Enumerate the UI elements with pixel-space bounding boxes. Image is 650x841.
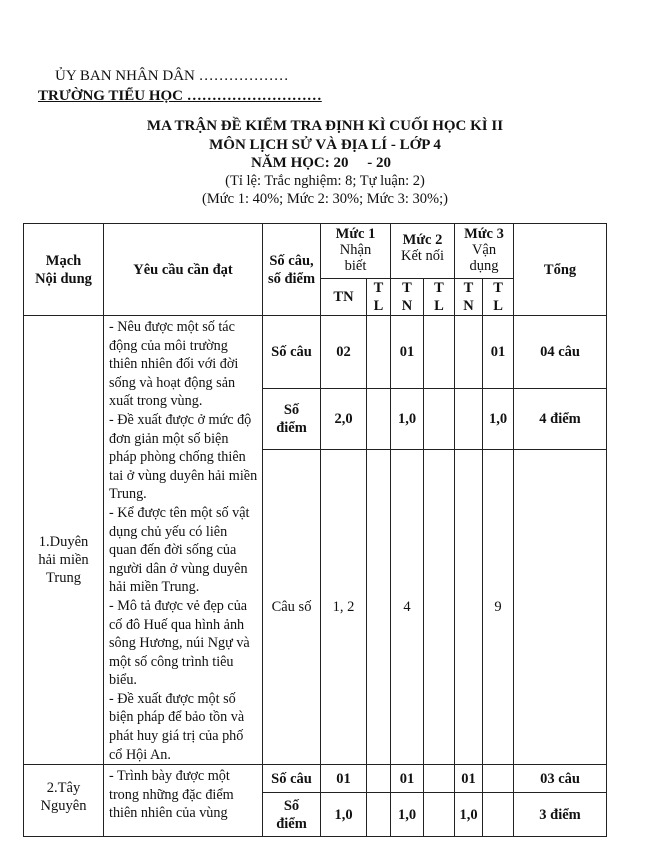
cell <box>455 449 483 764</box>
cell: 2,0 <box>321 389 367 450</box>
doc-year: NĂM HỌC: 20 - 20 <box>251 155 391 171</box>
muc2-sub: Kết nối <box>400 248 445 264</box>
cell: 4 <box>391 449 424 764</box>
mach-cell: 2.Tây Nguyên <box>24 765 104 837</box>
cell <box>424 316 455 389</box>
cell <box>367 793 391 837</box>
cell: 01 <box>455 765 483 793</box>
cell <box>455 389 483 450</box>
cell: 01 <box>321 765 367 793</box>
cell <box>424 449 455 764</box>
levels-note: (Mức 1: 40%; Mức 2: 30%; Mức 3: 30%;) <box>202 191 448 207</box>
so-diem-label: Số điểm <box>263 389 321 450</box>
muc1-sub: Nhận biết <box>339 242 372 274</box>
muc3-sub: Vận dụng <box>469 242 499 274</box>
cell: 1,0 <box>391 793 424 837</box>
cell: 1,0 <box>321 793 367 837</box>
table-row <box>24 765 607 793</box>
header-m2-tl: T L <box>424 279 455 316</box>
cell <box>367 449 391 764</box>
cell <box>367 316 391 389</box>
header-m2-tn: T N <box>391 279 424 316</box>
header-muc1 <box>321 224 391 279</box>
cell: 1,0 <box>391 389 424 450</box>
header-mach: Mạch Nội dung <box>24 224 104 316</box>
total-cell: 3 điểm <box>514 793 607 837</box>
cell: 1,0 <box>455 793 483 837</box>
total-cell: 4 điểm <box>514 389 607 450</box>
mach-cell: 1.Duyên hải miền Trung <box>24 316 104 765</box>
total-cell <box>514 449 607 764</box>
doc-title: MA TRẬN ĐỀ KIỂM TRA ĐỊNH KÌ CUỐI HỌC KÌ II <box>146 118 504 134</box>
cell <box>424 765 455 793</box>
school-header: TRƯỜNG TIỂU HỌC ……………………… <box>38 88 322 104</box>
committee-header: ỦY BAN NHÂN DÂN ……………… <box>55 68 289 84</box>
so-cau-label: Số câu <box>263 765 321 793</box>
ratio-note: (Tỉ lệ: Trắc nghiệm: 8; Tự luận: 2) <box>225 173 425 189</box>
cell: 1, 2 <box>321 449 367 764</box>
header-m1-tn: TN <box>321 279 367 316</box>
header-yeucau: Yêu cầu cần đạt <box>104 224 263 316</box>
header-muc3 <box>455 224 514 279</box>
yeucau-cell: - Trình bày được một trong những đặc điểm thiên nhiên của vùng <box>104 765 263 837</box>
cell: 9 <box>483 449 514 764</box>
cau-so-label: Câu số <box>263 449 321 764</box>
cell: 1,0 <box>483 389 514 450</box>
cell <box>367 389 391 450</box>
cell <box>367 765 391 793</box>
doc-subject: MÔN LỊCH SỬ VÀ ĐỊA LÍ - LỚP 4 <box>209 137 441 153</box>
cell: 01 <box>483 316 514 389</box>
table-row <box>24 316 607 389</box>
cell: 01 <box>391 316 424 389</box>
muc1-label: Mức 1 <box>335 226 376 242</box>
matrix-table <box>23 223 607 837</box>
total-cell: 03 câu <box>514 765 607 793</box>
muc2-label: Mức 2 <box>402 232 443 248</box>
so-diem-label: Số điểm <box>263 793 321 837</box>
cell <box>455 316 483 389</box>
header-m1-tl: T L <box>367 279 391 316</box>
header-socau: Số câu, số điểm <box>263 224 321 316</box>
cell <box>424 389 455 450</box>
header-m3-tn: T N <box>455 279 483 316</box>
total-cell: 04 câu <box>514 316 607 389</box>
header-muc2 <box>391 224 455 279</box>
cell <box>424 793 455 837</box>
so-cau-label: Số câu <box>263 316 321 389</box>
cell <box>483 793 514 837</box>
yeucau-cell: - Nêu được một số tác động của môi trường thiên nhiên đối với đời sống và hoạt động sản xuất trong vùng. - Đề xuất được ở mức độ đơn giản một số biện pháp phòng chống thiên tai ở vùng duyên hải miền Trung. - Kể được tên một số vật dụng chủ yếu có liên quan đến đời sống của người dân ở vùng duyên hải miền Trung. - Mô tả được vẻ đẹp của cố đô Huế qua hình ảnh sông Hương, núi Ngự và một số công trình tiêu biểu. - Đề xuất được một số biện pháp để bảo tồn và phát huy giá trị của phố cổ Hội An. <box>104 316 263 765</box>
header-m3-tl: T L <box>483 279 514 316</box>
cell: 01 <box>391 765 424 793</box>
cell: 02 <box>321 316 367 389</box>
cell <box>483 765 514 793</box>
muc3-label: Mức 3 <box>464 226 504 242</box>
header-tong: Tổng <box>514 224 607 316</box>
